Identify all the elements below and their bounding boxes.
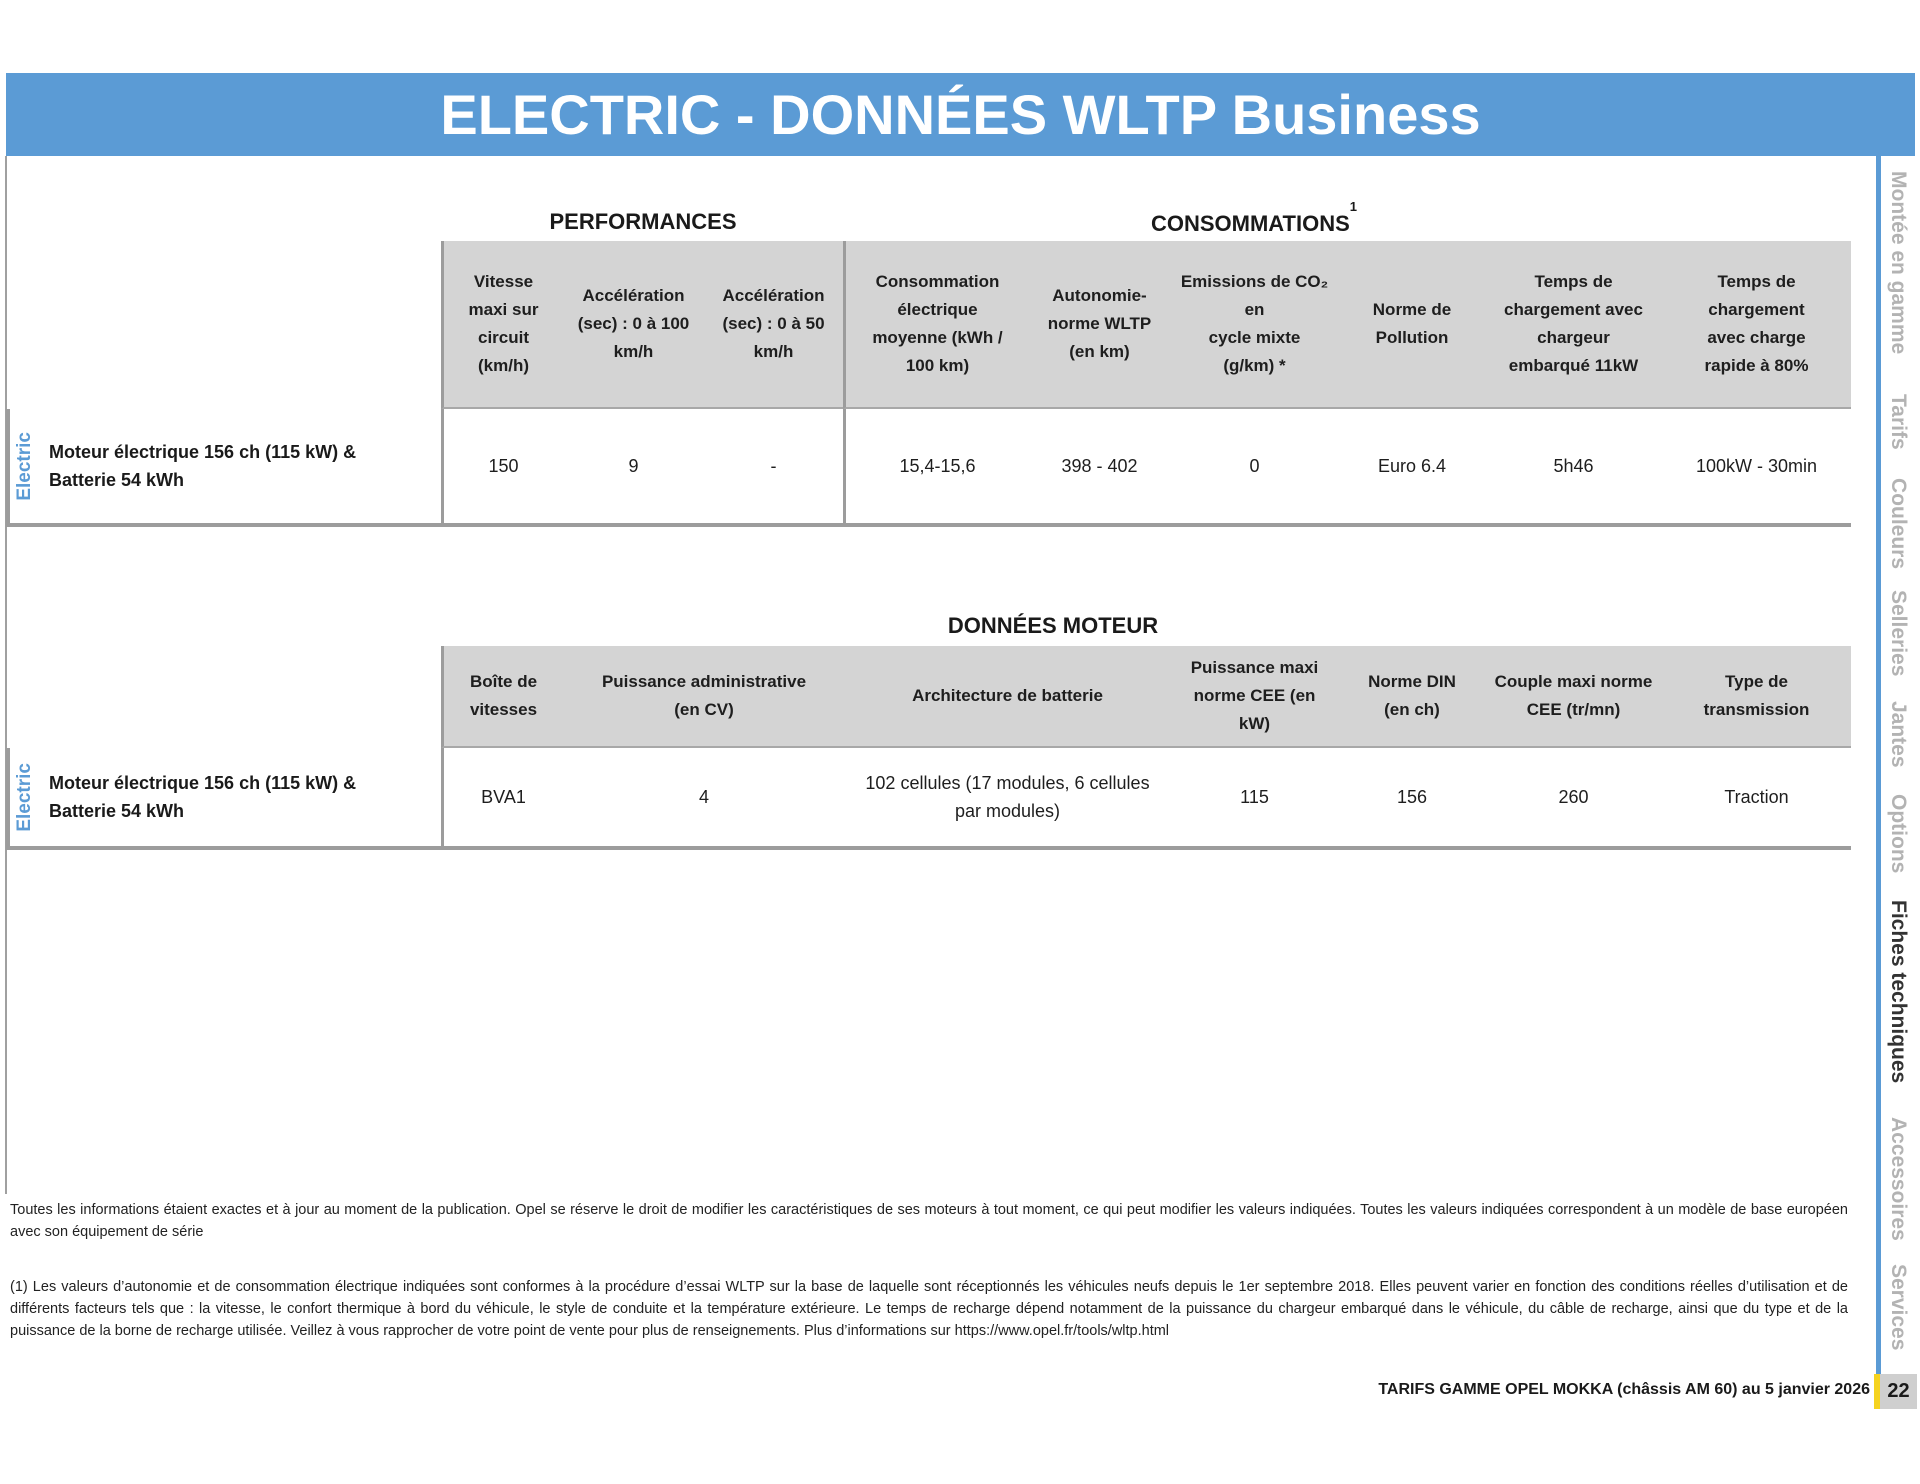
row-label xyxy=(6,748,441,850)
value-boite-vitesses: BVA1 xyxy=(441,748,563,850)
wltp-footnote: (1) Les valeurs d’autonomie et de consommation électrique indiquées sont conformes à la procédure d’essai WLTP sur la base de laquelle sont réceptionnés les véhicules neufs depuis le 1er septembre 2018. Elles peuvent varier en fonction des conditions réelles d’utilisation et de différents facteurs tels que : la vitesse, le confort thermique à bord du véhicule, le style de conduite et la température extérieure. Le temps de recharge dépend notamment de la puissance du chargeur embarqué dans le véhicule, du câble de recharge, ainsi que du type et de la puissance de la borne de recharge utilisée. Veillez à vous rapprocher de votre point de vente pour plus de renseignements. Plus d’informations sur https://www.opel.fr/tools/wltp.html xyxy=(10,1279,1848,1339)
value-couple-maxi: 260 xyxy=(1485,748,1662,850)
sidebar-rule xyxy=(1876,156,1881,1374)
header-vitesse-maxi: Vitesse maxi sur circuit (km/h) xyxy=(441,241,563,409)
header-boite-vitesses: Boîte de vitesses xyxy=(441,646,563,748)
group-heading-consommations xyxy=(1104,199,1404,237)
sidebar-item-selleries[interactable]: Selleries xyxy=(1887,590,1910,677)
header-acceleration-100: Accélération (sec) : 0 à 100 km/h xyxy=(563,241,704,409)
row-label-header-spacer xyxy=(6,241,441,409)
value-acceleration-50: - xyxy=(704,409,843,527)
header-couple-maxi: Couple maxi norme CEE (tr/mn) xyxy=(1485,646,1662,748)
category-label: Electric xyxy=(14,431,35,501)
sidebar-item-options[interactable]: Options xyxy=(1887,794,1910,874)
header-puissance-maxi: Puissance maxi norme CEE (en kW) xyxy=(1170,646,1339,748)
footnote-marker: 1 xyxy=(1349,199,1358,214)
sidebar-item-accessoires[interactable]: Accessoires xyxy=(1887,1117,1910,1241)
value-temps-chargement-11kw: 5h46 xyxy=(1485,409,1662,527)
page-title: ELECTRIC - DONNÉES WLTP Business xyxy=(440,83,1481,146)
header-norme-din: Norme DIN (en ch) xyxy=(1339,646,1485,748)
motor-label: Moteur électrique 156 ch (115 kW) & Batterie 54 kWh xyxy=(49,442,357,490)
value-acceleration-100: 9 xyxy=(563,409,704,527)
value-vitesse-maxi: 150 xyxy=(441,409,563,527)
value-architecture-batterie: 102 cellules (17 modules, 6 cellules par modules) xyxy=(845,748,1170,850)
title-banner xyxy=(6,73,1915,156)
performance-consumption-table xyxy=(6,241,1851,527)
category-label: Electric xyxy=(14,762,35,832)
motor-label: Moteur électrique 156 ch (115 kW) & Batterie 54 kWh xyxy=(49,773,357,821)
row-label-header-spacer xyxy=(6,646,441,748)
header-consommation: Consommation électrique moyenne (kWh / 100 km) xyxy=(843,241,1029,409)
value-type-transmission: Traction xyxy=(1662,748,1851,850)
value-norme-din: 156 xyxy=(1339,748,1485,850)
header-architecture-batterie: Architecture de batterie xyxy=(845,646,1170,748)
sidebar-item-tarifs[interactable]: Tarifs xyxy=(1887,394,1910,450)
row-label xyxy=(6,409,441,527)
header-autonomie: Autonomie- norme WLTP (en km) xyxy=(1029,241,1170,409)
value-puissance-administrative: 4 xyxy=(563,748,845,850)
value-autonomie: 398 - 402 xyxy=(1029,409,1170,527)
value-puissance-maxi: 115 xyxy=(1170,748,1339,850)
header-type-transmission: Type de transmission xyxy=(1662,646,1851,748)
sidebar-item-jantes[interactable]: Jantes xyxy=(1887,701,1910,768)
header-acceleration-50: Accélération (sec) : 0 à 50 km/h xyxy=(704,241,843,409)
document-title: TARIFS GAMME OPEL MOKKA (châssis AM 60) au 5 janvier 2026 xyxy=(1378,1381,1870,1398)
header-temps-chargement-11kw: Temps de chargement avec chargeur embarqué 11kW xyxy=(1485,241,1662,409)
value-consommation: 15,4-15,6 xyxy=(843,409,1029,527)
sidebar-item-montee-en-gamme[interactable]: Montée en gamme xyxy=(1887,171,1910,355)
header-emissions-co2: Emissions de CO₂ en cycle mixte (g/km) * xyxy=(1170,241,1339,409)
header-temps-charge-rapide: Temps de chargement avec charge rapide à 80% xyxy=(1662,241,1851,409)
group-heading-performances: PERFORMANCES xyxy=(549,209,737,234)
group-heading-donnees-moteur: DONNÉES MOTEUR xyxy=(947,613,1159,638)
header-puissance-administrative: Puissance administrative (en CV) xyxy=(563,646,845,748)
sidebar-item-services[interactable]: Services xyxy=(1887,1264,1910,1351)
group-heading-consommations-text: CONSOMMATIONS xyxy=(1150,211,1350,236)
value-norme-pollution: Euro 6.4 xyxy=(1339,409,1485,527)
header-norme-pollution: Norme de Pollution xyxy=(1339,241,1485,409)
value-emissions-co2: 0 xyxy=(1170,409,1339,527)
page-number: 22 xyxy=(1880,1374,1917,1409)
sidebar-item-couleurs[interactable]: Couleurs xyxy=(1887,478,1910,570)
general-disclaimer: Toutes les informations étaient exactes et à jour au moment de la publication. Opel se réserve le droit de modifier les caractéristiques de ses moteurs à tout moment, ce qui peut modifier les valeurs indiquées. Toutes les valeurs indiquées correspondent à un modèle de base européen avec son équipement de série xyxy=(10,1202,1848,1240)
sidebar-item-fiches-techniques[interactable]: Fiches techniques xyxy=(1887,900,1910,1084)
value-temps-charge-rapide: 100kW - 30min xyxy=(1662,409,1851,527)
engine-data-table xyxy=(6,646,1851,850)
